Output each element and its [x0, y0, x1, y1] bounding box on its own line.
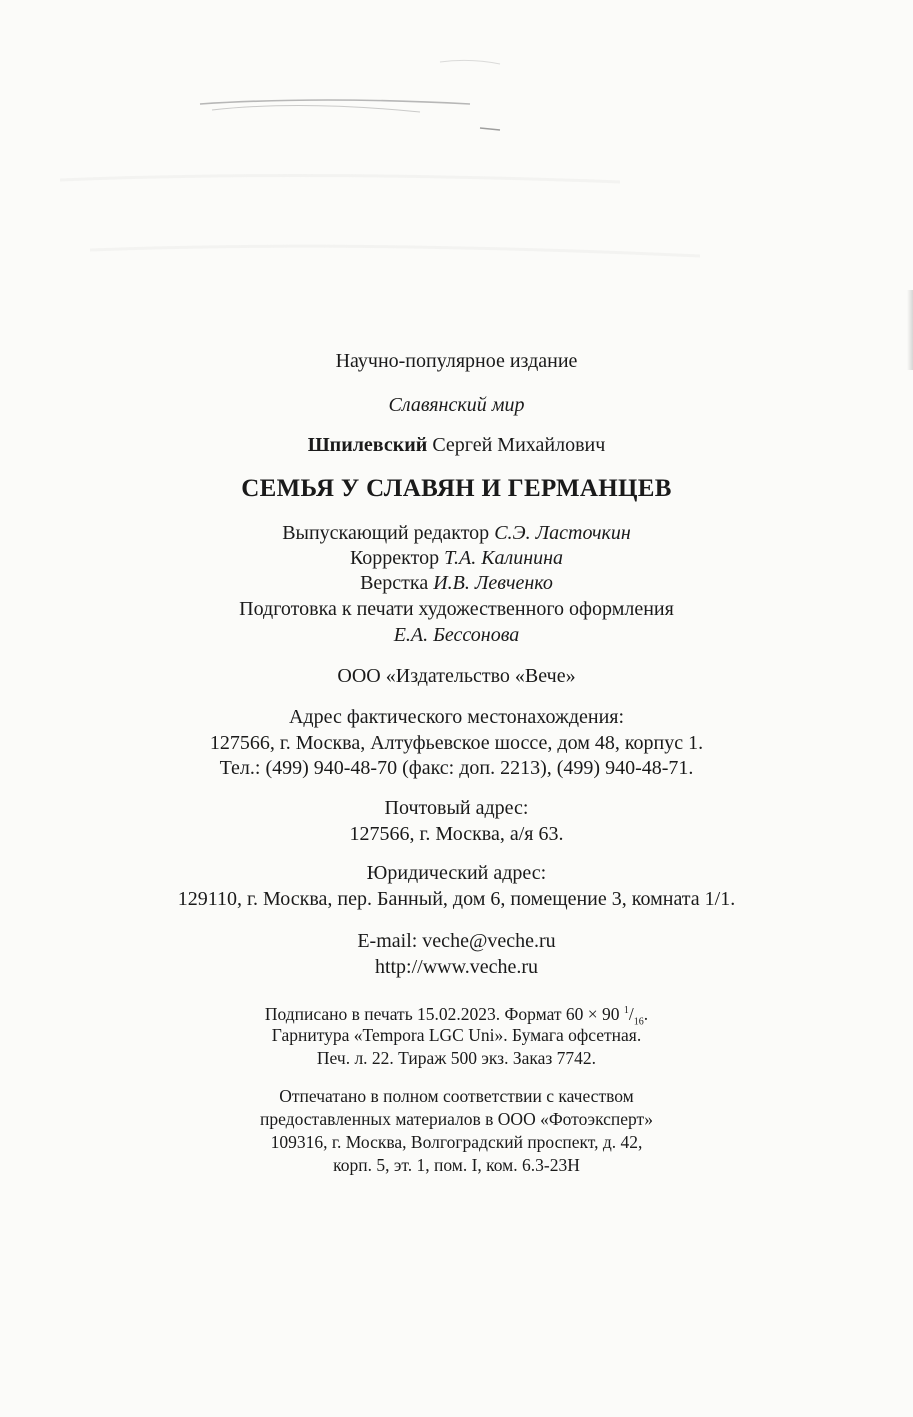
art-prep-label: Подготовка к печати художественного оформления	[239, 598, 674, 620]
format-end: .	[643, 1003, 649, 1024]
edition-type: Научно-популярное издание	[335, 350, 578, 372]
executive-editor-line	[0, 521, 913, 545]
postal-address: 127566, г. Москва, а/я 63.	[349, 823, 564, 845]
print-typeface: Гарнитура «Tempora LGC Uni». Бумага офсетная.	[271, 1025, 642, 1045]
publisher-phones: Тел.: (499) 940-48-70 (факс: доп. 2213), (499) 940-48-71.	[219, 757, 694, 779]
format-fraction-numerator: 1	[623, 1005, 629, 1016]
actual-address-label: Адрес фактического местонахождения:	[288, 706, 625, 728]
book-title: СЕМЬЯ У СЛАВЯН И ГЕРМАНЦЕВ	[241, 475, 672, 502]
legal-address: 129110, г. Москва, пер. Банный, дом 6, помещение 3, комната 1/1.	[177, 888, 736, 910]
publisher-email: E-mail: veche@veche.ru	[357, 930, 556, 952]
layout-line	[0, 571, 913, 595]
executive-editor-label: Выпускающий редактор	[282, 522, 490, 544]
print-signed-line: Подписано в печать 15.02.2023. Формат 60 × 90 $^1/_{16}$.	[264, 1003, 649, 1028]
print-run: Печ. л. 22. Тираж 500 экз. Заказ 7742.	[316, 1048, 597, 1068]
publisher-website: http://www.veche.ru	[374, 956, 539, 978]
actual-address: 127566, г. Москва, Алтуфьевское шоссе, дом 48, корпус 1.	[209, 732, 704, 754]
proofreader-line	[0, 546, 913, 570]
printer-line-4: корп. 5, эт. 1, пом. I, ком. 6.3-23Н	[333, 1155, 580, 1175]
proofreader-name: Т.А. Калинина	[444, 547, 564, 569]
series-name: Славянский мир	[388, 394, 525, 416]
printer-line-1: Отпечатано в полном соответствии с качеством	[279, 1086, 634, 1106]
layout-name: И.В. Левченко	[433, 572, 553, 594]
author-given-names: Сергей Михайлович	[432, 434, 606, 456]
format-fraction-denominator: 16	[633, 1016, 644, 1028]
executive-editor-name: С.Э. Ласточкин	[494, 522, 631, 544]
legal-address-label: Юридический адрес:	[366, 862, 547, 884]
printer-line-2: предоставленных материалов в ООО «Фотоэксперт»	[260, 1109, 653, 1129]
author-line	[0, 433, 913, 457]
proofreader-label: Корректор	[349, 547, 440, 569]
art-prep-name: Е.А. Бессонова	[393, 624, 520, 646]
publisher-name: ООО «Издательство «Вече»	[337, 665, 576, 687]
printer-line-3: 109316, г. Москва, Волгоградский проспект, д. 42,	[270, 1132, 643, 1152]
print-signed: Подписано в печать 15.02.2023. Формат 60 × 90	[264, 1003, 624, 1024]
postal-address-label: Почтовый адрес:	[384, 797, 529, 819]
layout-label: Верстка	[360, 572, 429, 594]
author-surname: Шпилевский	[307, 434, 428, 456]
